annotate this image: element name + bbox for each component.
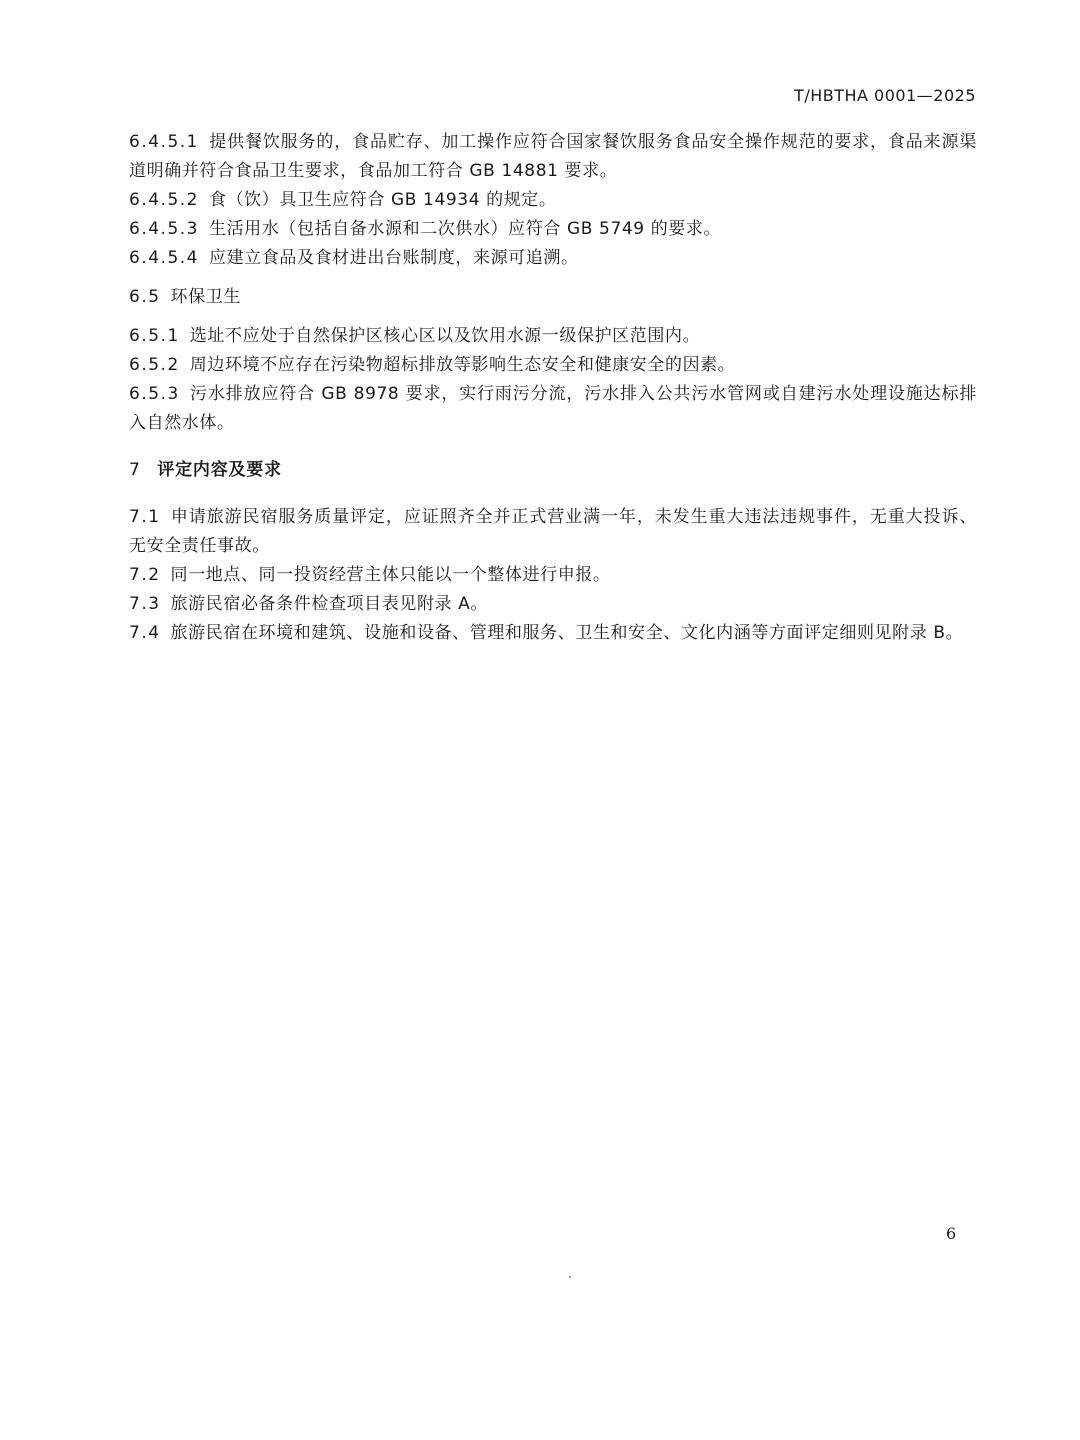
clause-number: 6.4.5.1 <box>129 132 199 152</box>
clause-number: 6.4.5.3 <box>129 219 199 239</box>
section-heading-6-5 <box>129 283 977 312</box>
clause-number: 7.1 <box>129 507 161 527</box>
clause-text: 应建立食品及食材进出台账制度，来源可追溯。 <box>208 248 579 268</box>
section-title: 环保卫生 <box>170 287 241 307</box>
clause-6-4-5-2 <box>129 186 977 215</box>
document-body <box>129 128 977 648</box>
clause-text: 旅游民宿在环境和建筑、设施和设备、管理和服务、卫生和安全、文化内涵等方面评定细则见附录 B。 <box>170 623 964 643</box>
clause-7-1 <box>129 503 977 561</box>
clause-text: 旅游民宿必备条件检查项目表见附录 A。 <box>170 594 488 614</box>
clause-number: 7.2 <box>129 565 161 585</box>
clause-number: 6.4.5.2 <box>129 190 199 210</box>
section-number: 6.5 <box>129 287 161 307</box>
page-number: 6 <box>946 1224 957 1243</box>
clause-6-5-2 <box>129 351 977 380</box>
clause-text: 食（饮）具卫生应符合 GB 14934 的规定。 <box>208 190 557 210</box>
clause-text: 污水排放应符合 GB 8978 要求，实行雨污分流，污水排入公共污水管网或自建污水处理设施达标排入自然水体。 <box>129 384 977 433</box>
clause-text: 同一地点、同一投资经营主体只能以一个整体进行申报。 <box>170 565 611 585</box>
chapter-number: 7 <box>129 460 142 480</box>
clause-text: 周边环境不应存在污染物超标排放等影响生态安全和健康安全的因素。 <box>189 355 736 375</box>
chapter-heading-7 <box>129 456 977 485</box>
clause-7-2 <box>129 561 977 590</box>
clause-7-3 <box>129 590 977 619</box>
clause-text: 选址不应处于自然保护区核心区以及饮用水源一级保护区范围内。 <box>189 326 701 346</box>
clause-number: 6.5.2 <box>129 355 180 375</box>
clause-number: 6.5.3 <box>129 384 180 404</box>
clause-number: 7.4 <box>129 623 161 643</box>
clause-text: 提供餐饮服务的，食品贮存、加工操作应符合国家餐饮服务食品安全操作规范的要求，食品来源渠道明确并符合食品卫生要求，食品加工符合 GB 14881 要求。 <box>129 132 977 181</box>
clause-number: 6.5.1 <box>129 326 180 346</box>
clause-7-4 <box>129 619 977 648</box>
clause-6-4-5-1 <box>129 128 977 186</box>
clause-6-4-5-3 <box>129 215 977 244</box>
clause-number: 7.3 <box>129 594 161 614</box>
clause-text: 生活用水（包括自备水源和二次供水）应符合 GB 5749 的要求。 <box>208 219 722 239</box>
clause-text: 申请旅游民宿服务质量评定，应证照齐全并正式营业满一年，未发生重大违法违规事件，无重大投诉、无安全责任事故。 <box>129 507 977 556</box>
scan-dot-mark <box>569 1276 571 1278</box>
clause-number: 6.4.5.4 <box>129 248 199 268</box>
standard-code: T/HBTHA 0001—2025 <box>794 86 976 105</box>
clause-6-5-1 <box>129 322 977 351</box>
clause-6-4-5-4 <box>129 244 977 273</box>
chapter-title: 评定内容及要求 <box>157 460 282 480</box>
clause-6-5-3 <box>129 380 977 438</box>
